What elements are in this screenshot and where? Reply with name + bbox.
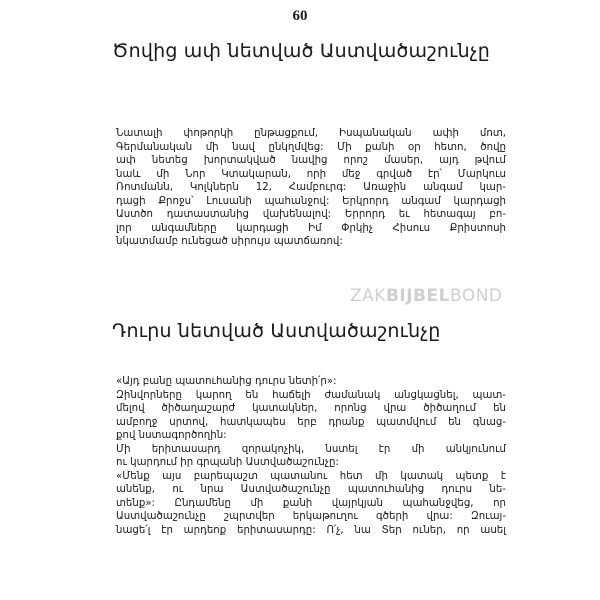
watermark-part: BOND (449, 286, 503, 306)
body-line: նկատմամբ ունեցած սիրույս պատճառով: (116, 236, 343, 247)
body-line: լոր անգամները կարդացի Իմ Փրկիչ Հիսուս Քրիստոսի (116, 222, 506, 234)
section-heading-thrown-out: Դուրս նետված Աստվածաշունչը (112, 320, 441, 342)
section-body-thrown-out (116, 375, 506, 537)
body-line: Աստվածաշունչը շպրտվեր երկաթուղու գծերի վրա: Զուայ- (116, 511, 506, 522)
watermark-logo (350, 286, 503, 306)
body-line: ափ նետեց խորտակված նավից որոշ մասեր, այդ թվում (116, 155, 506, 166)
body-line: մելով ծիծաղաշարժ կատակներ, որոնց վրա ծիծաղում են (116, 403, 506, 414)
body-line: Մի երիտասարդ զորակոչիկ, նստել էր մի անկյունում (116, 443, 506, 455)
body-line: Գերմանական մի նավ ընկղմվեց: Մի քանի օր հետո, ծովը (116, 141, 506, 153)
body-line: տենք»: Ընդամենը մի քանի վայրկյան պահանջվեց, որ (116, 497, 506, 509)
watermark-part: BIJBEL (385, 286, 450, 306)
body-line: Նատալի փոթորկի ընթացքում, Իսպանական ափի մոտ, (116, 128, 506, 139)
section-body-washed-ashore (116, 127, 506, 249)
body-line: ու կարդում իր գրպանի Աստվածաշունչը: (116, 457, 339, 468)
body-line: նացե՛լ էր արդեոք երիտասարդը: Ո՛չ, նա Տեր ուներ, որ ասել (116, 524, 506, 536)
body-line: անենք, ու նրա Աստվածաշունչը պատուհանից դուրս նե- (116, 484, 506, 495)
section-heading-washed-ashore: Ծովից ափ նետված Աստվածաշունչը (112, 40, 490, 62)
body-line: Ռոտմանն, Կոլկներն 12, Համբուրգ: Առաջին անգամ կար- (116, 182, 506, 193)
body-line: Զինվորները կարող են հաճելի ժամանակ անցկացնել, պատ- (116, 389, 506, 401)
body-line: նաև մի Նոր Կտակարան, որի մեջ գրված էր՝ Մարկուս (116, 168, 506, 180)
page-number: 60 (292, 8, 308, 24)
body-line: «Այդ բանը պատուհանից դուրս նետի՛ր»: (116, 376, 337, 387)
watermark-part: ZAK (350, 286, 386, 306)
body-line: ամբողջ սրտով, հատկապես երբ դրանք պատմվում են գնաց- (116, 416, 506, 428)
body-line: «Մենք այս բարեպաշտ պատանու հետ մի կատակ պետք է (116, 470, 506, 482)
body-line: քով նստագործողին: (116, 430, 227, 441)
body-line: Աստծո դատաստանից վախենալով: Երրորդ եւ հետագայ բո- (116, 209, 506, 220)
body-line: դացի Քրոջս՝ Լուսանի պահանջով: Երկրորդ անգամ կարդացի (116, 195, 506, 207)
